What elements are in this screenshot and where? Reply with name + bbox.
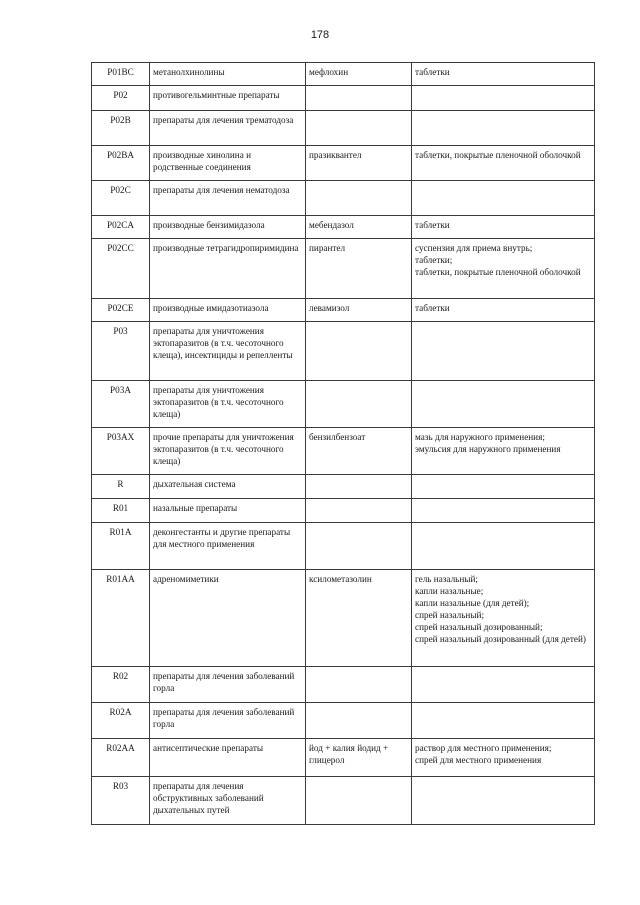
- dosage-form-line: капли назальные;: [415, 586, 484, 596]
- active-substance-cell: [306, 499, 412, 523]
- atc-code-cell: R01A: [92, 523, 150, 570]
- active-substance-cell: мебендазол: [306, 216, 412, 239]
- dosage-form-line: спрей назальный дозированный;: [415, 622, 543, 632]
- table-row: [92, 667, 595, 703]
- active-substance-cell: [306, 322, 412, 381]
- page-number: 178: [310, 29, 330, 41]
- table-row: [92, 86, 595, 111]
- dosage-forms-cell: [412, 570, 595, 667]
- table-row: [92, 216, 595, 239]
- dosage-form-line: спрей для местного применения: [415, 755, 542, 765]
- atc-drug-table: [91, 62, 595, 825]
- pharmacological-group-cell: производные имидазотиазола: [150, 299, 306, 322]
- dosage-form-line: суспензия для приема внутрь;: [415, 243, 533, 253]
- dosage-form-line: эмульсия для наружного применения: [415, 444, 561, 454]
- table-row: [92, 499, 595, 523]
- dosage-form-line: спрей назальный;: [415, 610, 484, 620]
- atc-code-cell: P02: [92, 86, 150, 111]
- pharmacological-group-cell: препараты для лечения обструктивных заболеваний дыхательных путей: [150, 777, 306, 825]
- dosage-forms-cell: [412, 299, 595, 322]
- pharmacological-group-cell: противогельминтные препараты: [150, 86, 306, 111]
- table-row: [92, 777, 595, 825]
- pharmacological-group-cell: препараты для уничтожения эктопаразитов (в т.ч. чесоточного клеща): [150, 381, 306, 428]
- atc-code-cell: P02CE: [92, 299, 150, 322]
- dosage-forms-cell: [412, 739, 595, 777]
- table-row: [92, 146, 595, 181]
- active-substance-cell: [306, 86, 412, 111]
- pharmacological-group-cell: препараты для лечения нематодоза: [150, 181, 306, 216]
- atc-code-cell: P02B: [92, 111, 150, 146]
- atc-code-cell: P02CA: [92, 216, 150, 239]
- table-row: [92, 739, 595, 777]
- dosage-form-line: таблетки;: [415, 255, 453, 265]
- pharmacological-group-cell: препараты для уничтожения эктопаразитов (в т.ч. чесоточного клеща), инсектициды и репелленты: [150, 322, 306, 381]
- dosage-forms-cell: [412, 475, 595, 499]
- dosage-forms-cell: [412, 428, 595, 475]
- dosage-forms-cell: [412, 703, 595, 739]
- active-substance-cell: [306, 777, 412, 825]
- dosage-form-line: гель назальный;: [415, 574, 478, 584]
- table-row: [92, 111, 595, 146]
- dosage-forms-cell: [412, 181, 595, 216]
- pharmacological-group-cell: антисептические препараты: [150, 739, 306, 777]
- dosage-form-line: таблетки: [415, 67, 450, 77]
- atc-code-cell: R02A: [92, 703, 150, 739]
- active-substance-cell: левамизол: [306, 299, 412, 322]
- pharmacological-group-cell: производные хинолина и родственные соединения: [150, 146, 306, 181]
- active-substance-cell: [306, 381, 412, 428]
- dosage-forms-cell: [412, 667, 595, 703]
- active-substance-cell: пирантел: [306, 239, 412, 299]
- table-row: [92, 322, 595, 381]
- dosage-form-line: таблетки, покрытые пленочной оболочкой: [415, 150, 581, 160]
- dosage-forms-cell: [412, 111, 595, 146]
- active-substance-cell: празиквантел: [306, 146, 412, 181]
- dosage-form-line: таблетки: [415, 303, 450, 313]
- dosage-forms-cell: [412, 322, 595, 381]
- active-substance-cell: [306, 703, 412, 739]
- active-substance-cell: [306, 181, 412, 216]
- atc-code-cell: P02BA: [92, 146, 150, 181]
- atc-code-cell: R01: [92, 499, 150, 523]
- dosage-forms-cell: [412, 499, 595, 523]
- table-row: [92, 63, 595, 86]
- dosage-forms-cell: [412, 86, 595, 111]
- dosage-form-line: спрей назальный дозированный (для детей): [415, 634, 586, 644]
- dosage-forms-cell: [412, 381, 595, 428]
- dosage-form-line: мазь для наружного применения;: [415, 432, 545, 442]
- pharmacological-group-cell: производные бензимидазола: [150, 216, 306, 239]
- active-substance-cell: [306, 667, 412, 703]
- table-row: [92, 299, 595, 322]
- dosage-forms-cell: [412, 523, 595, 570]
- active-substance-cell: [306, 111, 412, 146]
- pharmacological-group-cell: препараты для лечения заболеваний горла: [150, 703, 306, 739]
- active-substance-cell: ксилометазолин: [306, 570, 412, 667]
- pharmacological-group-cell: метанолхинолины: [150, 63, 306, 86]
- atc-code-cell: R01AA: [92, 570, 150, 667]
- dosage-form-line: таблетки, покрытые пленочной оболочкой: [415, 267, 581, 277]
- atc-code-cell: R02: [92, 667, 150, 703]
- atc-code-cell: P03A: [92, 381, 150, 428]
- pharmacological-group-cell: дыхательная система: [150, 475, 306, 499]
- table-row: [92, 475, 595, 499]
- table-row: [92, 703, 595, 739]
- table-row: [92, 523, 595, 570]
- dosage-forms-cell: [412, 63, 595, 86]
- pharmacological-group-cell: деконгестанты и другие препараты для местного применения: [150, 523, 306, 570]
- atc-code-cell: P01BC: [92, 63, 150, 86]
- atc-code-cell: P03AX: [92, 428, 150, 475]
- pharmacological-group-cell: препараты для лечения заболеваний горла: [150, 667, 306, 703]
- active-substance-cell: [306, 523, 412, 570]
- atc-code-cell: P03: [92, 322, 150, 381]
- active-substance-cell: [306, 475, 412, 499]
- pharmacological-group-cell: прочие препараты для уничтожения эктопаразитов (в т.ч. чесоточного клеща): [150, 428, 306, 475]
- dosage-form-line: таблетки: [415, 220, 450, 230]
- atc-code-cell: R: [92, 475, 150, 499]
- pharmacological-group-cell: назальные препараты: [150, 499, 306, 523]
- table-row: [92, 239, 595, 299]
- pharmacological-group-cell: производные тетрагидропиримидина: [150, 239, 306, 299]
- dosage-forms-cell: [412, 146, 595, 181]
- table-row: [92, 428, 595, 475]
- atc-table-body: [92, 63, 595, 825]
- active-substance-cell: бензилбензоат: [306, 428, 412, 475]
- atc-code-cell: P02CC: [92, 239, 150, 299]
- pharmacological-group-cell: адреномиметики: [150, 570, 306, 667]
- dosage-forms-cell: [412, 777, 595, 825]
- atc-code-cell: R03: [92, 777, 150, 825]
- dosage-form-line: капли назальные (для детей);: [415, 598, 530, 608]
- table-row: [92, 381, 595, 428]
- table-row: [92, 181, 595, 216]
- table-row: [92, 570, 595, 667]
- pharmacological-group-cell: препараты для лечения трематодоза: [150, 111, 306, 146]
- active-substance-cell: йод + калия йодид + глицерол: [306, 739, 412, 777]
- dosage-forms-cell: [412, 216, 595, 239]
- dosage-form-line: раствор для местного применения;: [415, 743, 552, 753]
- atc-code-cell: R02AA: [92, 739, 150, 777]
- atc-code-cell: P02C: [92, 181, 150, 216]
- dosage-forms-cell: [412, 239, 595, 299]
- active-substance-cell: мефлохин: [306, 63, 412, 86]
